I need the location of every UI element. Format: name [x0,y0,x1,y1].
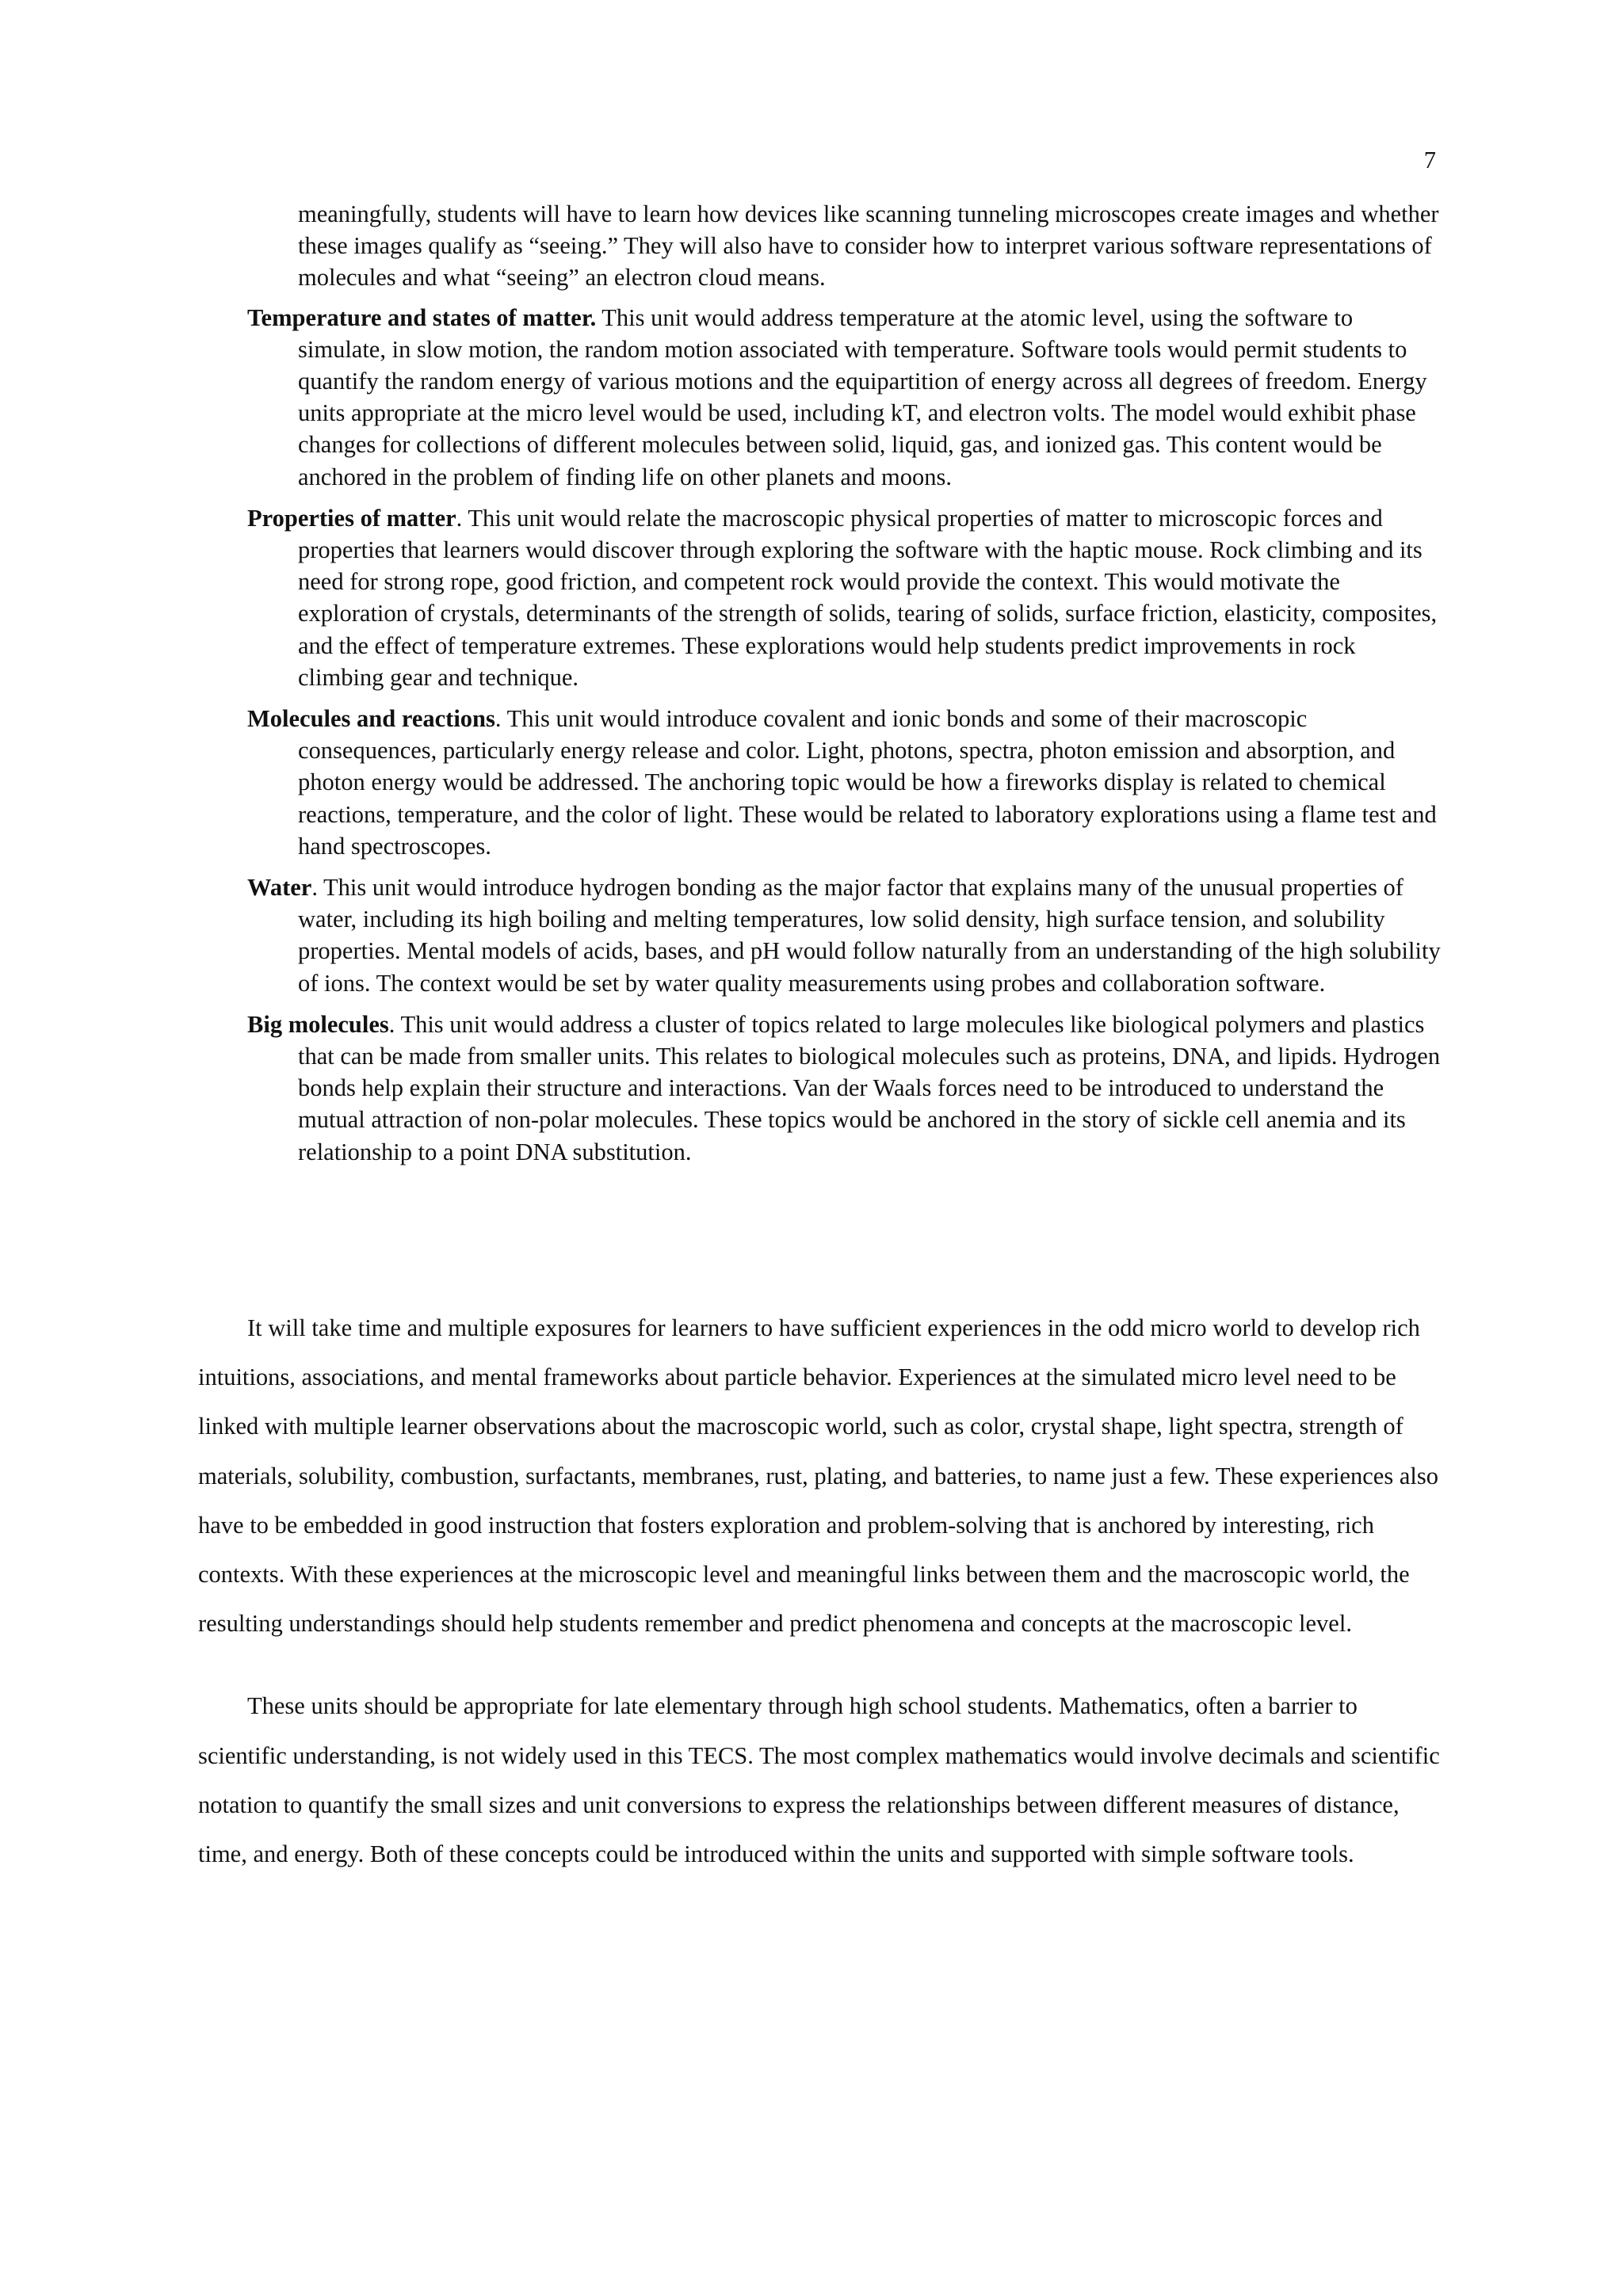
unit-title: Molecules and reactions [247,705,495,733]
unit-item-big-molecules [247,1009,1444,1168]
page-number: 7 [1423,147,1436,174]
body-paragraph: It will take time and multiple exposures for learners to have sufficient experiences in the odd micro world to develop rich intuitions, associations, and mental frameworks about particle behavior. Experiences at the simulated micro level need to be linked with multiple learner observations about the macroscopic world, such as color, crystal shape, light spectra, strength of materials, solubility, combustion, surfactants, membranes, rust, plating, and batteries, to name just a few. These experiences also have to be embedded in good instruction that fosters exploration and problem-solving that is anchored by interesting, rich contexts. With these experiences at the microscopic level and meaningful links between them and the macroscopic world, the resulting understandings should help students remember and predict phenomena and concepts at the macroscopic level. [198,1314,1438,1638]
unit-item-molecules-and-reactions [247,703,1444,862]
unit-description: . This unit would address a cluster of topics related to large molecules like biological polymers and plastics that can be made from smaller units. This relates to biological molecules such as proteins, DNA, and lipids. Hydrogen bonds help explain their structure and interactions. Van der Waals forces need to be introduced to understand the mutual attraction of non-polar molecules. These topics would be anchored in the story of sickle cell anemia and its relationship to a point DNA substitution. [298,1010,1441,1165]
body-paragraph: These units should be appropriate for late elementary through high school students. Mathematics, often a barrier to scientific understanding, is not widely used in this TECS. The most complex mathematics would involve decimals and scientific notation to quantify the small sizes and unit conversions to express the relationships between different measures of distance, time, and energy. Both of these concepts could be introduced within the units and supported with simple software tools. [198,1692,1440,1868]
unit-item-water [247,871,1444,999]
unit-title: Temperature and states of matter. [247,303,597,331]
unit-description: . This unit would relate the macroscopic physical properties of matter to microscopic forces and properties that learners would discover through exploring the software with the haptic mouse. Rock climbing and its need for strong rope, good friction, and competent rock would provide the context. This would motivate the exploration of crystals, determinants of the strength of solids, tearing of solids, surface friction, elasticity, composites, and the effect of temperature extremes. These explorations would help students predict improvements in rock climbing gear and technique. [298,504,1438,691]
unit-list [247,198,1444,1177]
unit-description: This unit would address temperature at the atomic level, using the software to simulate, in slow motion, the random motion associated with temperature. Software tools would permit students to quantify the random energy of various motions and the equipartition of energy across all degrees of freedom. Energy units appropriate at the micro level would be used, including kT, and electron volts. The model would exhibit phase changes for collections of different molecules between solid, liquid, gas, and ionized gas. This content would be anchored in the problem of finding life on other planets and moons. [298,303,1427,490]
unit-title: Big molecules [247,1010,389,1038]
unit-title: Water [247,874,312,902]
unit-item-temperature [247,302,1444,493]
unit-title: Properties of matter [247,504,456,532]
unit-item-properties-of-matter [247,502,1444,693]
unit-description: . This unit would introduce covalent and ionic bonds and some of their macroscopic consequences, particularly energy release and color. Light, photons, spectra, photon emission and absorption, and photon energy would be addressed. The anchoring topic would be how a fireworks display is related to chemical reactions, temperature, and the color of light. These would be related to laboratory explorations using a flame test and hand spectroscopes. [298,705,1437,860]
body-text [198,1303,1444,1912]
continued-paragraph: meaningfully, students will have to learn how devices like scanning tunneling microscopes create images and whether these images qualify as “seeing.” They will also have to consider how to interpret various software representations of molecules and what “seeing” an electron cloud means. [298,200,1439,292]
unit-description: . This unit would introduce hydrogen bonding as the major factor that explains many of the unusual properties of water, including its high boiling and melting temperatures, low solid density, high surface tension, and solubility properties. Mental models of acids, bases, and pH would follow naturally from an understanding of the high solubility of ions. The context would be set by water quality measurements using probes and collaboration software. [298,874,1441,997]
